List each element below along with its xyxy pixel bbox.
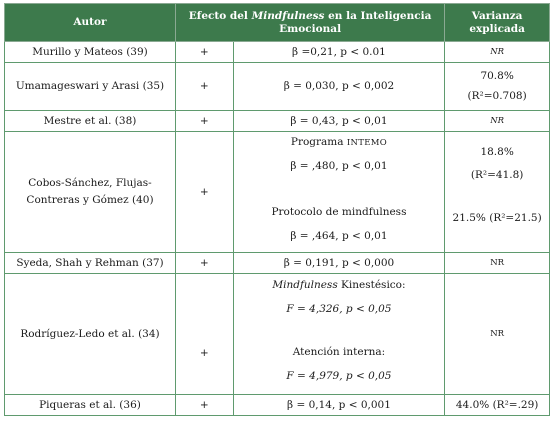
varianza-cell: 44.0% (R²=.29) [445, 395, 550, 416]
autor-cell: Mestre et al. (38) [5, 111, 176, 132]
table-row [5, 42, 550, 63]
varianza-cell: NR [445, 111, 550, 132]
table-row [5, 274, 550, 395]
results-table [4, 3, 550, 416]
autor-cell: Piqueras et al. (36) [5, 395, 176, 416]
table-row [5, 253, 550, 274]
autor-cell: Umamageswari y Arasi (35) [5, 63, 176, 111]
direction-cell: + [175, 253, 233, 274]
direction-cell: + [175, 274, 233, 395]
autor-cell: Murillo y Mateos (39) [5, 42, 176, 63]
effect-cell: β = 0,43, p < 0,01 [233, 111, 445, 132]
header-efecto: Efecto del Mindfulness en la Inteligencia Emocional [175, 4, 444, 42]
table-row [5, 395, 550, 416]
header-autor: Autor [5, 4, 176, 42]
autor-cell: Syeda, Shah y Rehman (37) [5, 253, 176, 274]
table-header-row [5, 4, 550, 42]
effect-cell: Mindfulness Kinestésico: F = 4,326, p < 0,05 Atención interna: F = 4,979, p < 0,05 [233, 274, 445, 395]
effect-cell: β = 0,030, p < 0,002 [233, 63, 445, 111]
table-row [5, 132, 550, 253]
varianza-cell: 18.8% (R²=41.8) 21.5% (R²=21.5) [445, 132, 550, 253]
header-varianza: Varianza explicada [445, 4, 550, 42]
autor-cell: Cobos-Sánchez, Flujas-Contreras y Gómez (40) [5, 132, 176, 253]
varianza-cell: 70.8% (R²=0.708) [445, 63, 550, 111]
effect-cell: β = 0,191, p < 0,000 [233, 253, 445, 274]
table-row [5, 63, 550, 111]
varianza-cell: NR [445, 253, 550, 274]
effect-cell: β = 0,14, p < 0,001 [233, 395, 445, 416]
effect-cell: Programa INTEMO β = ,480, p < 0,01 Protocolo de mindfulness β = ,464, p < 0,01 [233, 132, 445, 253]
effect-cell: β =0,21, p < 0.01 [233, 42, 445, 63]
direction-cell: + [175, 42, 233, 63]
direction-cell: + [175, 132, 233, 253]
varianza-cell: NR [445, 42, 550, 63]
direction-cell: + [175, 395, 233, 416]
table-row [5, 111, 550, 132]
autor-cell: Rodríguez-Ledo et al. (34) [5, 274, 176, 395]
varianza-cell: NR [445, 274, 550, 395]
direction-cell: + [175, 111, 233, 132]
direction-cell: + [175, 63, 233, 111]
